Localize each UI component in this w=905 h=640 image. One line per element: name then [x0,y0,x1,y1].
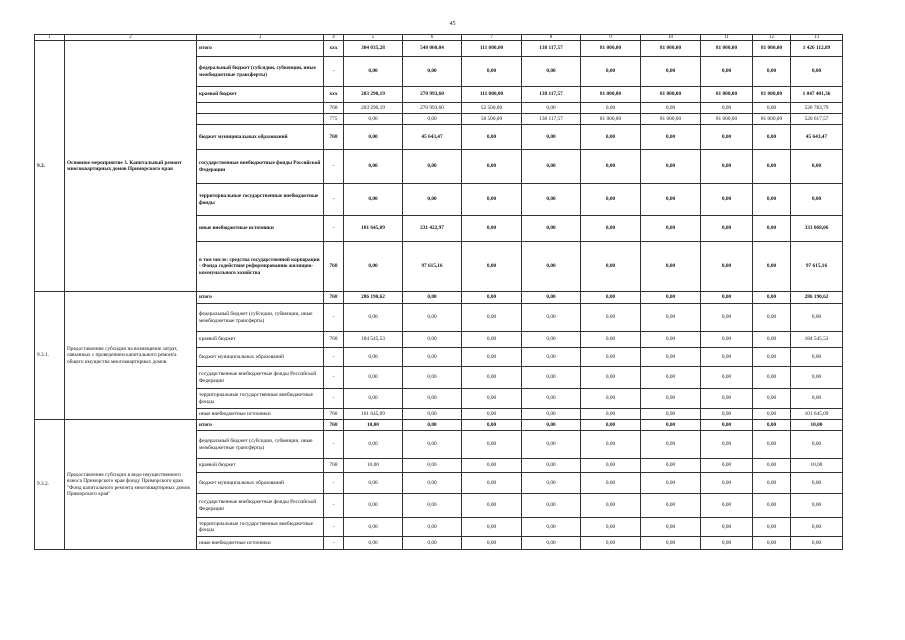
budget-code: - [324,537,344,550]
table-row [35,41,843,57]
funding-source: иные внебюджетные источники [197,409,324,420]
budget-code: - [324,216,344,242]
funding-source: федеральный бюджет (субсидии, субвенции, иные межбюджетные трансферты) [197,304,324,332]
amount-cell: 0,00 [581,332,641,348]
amount-cell: 0,00 [344,184,403,216]
amount-cell: 0,00 [641,494,701,518]
amount-cell: 0,00 [753,389,791,409]
amount-cell: 0,00 [581,184,641,216]
amount-cell: 0,00 [753,473,791,494]
activity-name: Предоставление субсидии в виде имущественного взноса Приморского края фонду Приморского края "Фонд капитального ремонта многоквартирных домов Приморского края" [65,420,197,550]
amount-cell: 526 783,79 [791,103,843,114]
amount-cell: 0,00 [403,292,462,304]
amount-cell: 138 117,57 [522,114,581,125]
funding-source: государственные внебюджетные фонды Российской Федерации [197,150,324,184]
amount-cell: 0,00 [791,431,843,459]
amount-cell: 0,00 [344,473,403,494]
amount-cell: 286 190,62 [791,292,843,304]
amount-cell: 0,00 [753,57,791,87]
amount-cell: 0,00 [344,348,403,367]
amount-cell: 0,00 [522,348,581,367]
budget-code: 768 [324,332,344,348]
table-body [35,35,843,550]
funding-source [197,114,324,125]
funding-source: итого [197,420,324,431]
amount-cell: 0,00 [581,242,641,292]
amount-cell: 0,00 [581,431,641,459]
amount-cell: 81 000,00 [641,87,701,103]
amount-cell: 101 645,09 [791,409,843,420]
amount-cell: 0,00 [522,216,581,242]
amount-cell: 0,00 [344,431,403,459]
amount-cell: 0,00 [344,367,403,389]
amount-cell: 304 035,28 [344,41,403,57]
amount-cell: 0,00 [791,473,843,494]
amount-cell: 0,00 [462,459,522,473]
table-row [35,292,843,304]
amount-cell: 0,00 [753,494,791,518]
amount-cell: 0,00 [753,367,791,389]
amount-cell: 81 000,00 [753,41,791,57]
budget-code: - [324,304,344,332]
amount-cell: 0,00 [581,459,641,473]
amount-cell: 0,00 [581,103,641,114]
budget-code: xxx [324,87,344,103]
amount-cell: 184 545,53 [344,332,403,348]
amount-cell: 0,00 [701,348,753,367]
amount-cell: 0,00 [522,57,581,87]
amount-cell: 0,00 [641,537,701,550]
amount-cell: 101 645,09 [344,409,403,420]
amount-cell: 0,00 [462,184,522,216]
amount-cell: 0,00 [403,494,462,518]
amount-cell: 0,00 [701,431,753,459]
amount-cell: 0,00 [641,420,701,431]
column-number: 11 [701,35,753,41]
amount-cell: 0,00 [462,367,522,389]
amount-cell: 0,00 [791,389,843,409]
amount-cell: 520 617,57 [791,114,843,125]
amount-cell: 0,00 [581,150,641,184]
amount-cell: 0,00 [403,57,462,87]
amount-cell: 0,00 [701,367,753,389]
amount-cell: 0,00 [701,242,753,292]
amount-cell: 0,00 [522,292,581,304]
amount-cell: 10,00 [791,459,843,473]
amount-cell: 0,00 [641,57,701,87]
budget-code: 768 [324,292,344,304]
amount-cell: 10,00 [344,459,403,473]
amount-cell: 0,00 [403,332,462,348]
amount-cell: 0,00 [403,537,462,550]
amount-cell: 0,00 [403,348,462,367]
item-number: 9.3. [35,41,65,292]
budget-code: - [324,389,344,409]
column-number: 4 [324,35,344,41]
amount-cell: 0,00 [462,125,522,150]
amount-cell: 0,00 [641,184,701,216]
budget-code: - [324,431,344,459]
amount-cell: 0,00 [701,420,753,431]
amount-cell: 45 643,47 [791,125,843,150]
amount-cell: 0,00 [641,459,701,473]
amount-cell: 0,00 [753,459,791,473]
funding-source: бюджет муниципальных образований [197,473,324,494]
amount-cell: 0,00 [344,389,403,409]
funding-source: краевой бюджет [197,459,324,473]
amount-cell: 0,00 [462,431,522,459]
budget-code: 768 [324,242,344,292]
amount-cell: 0,00 [641,103,701,114]
column-number: 13 [791,35,843,41]
amount-cell: 81 000,00 [753,87,791,103]
amount-cell: 0,00 [462,216,522,242]
table-row [35,420,843,431]
amount-cell: 0,00 [753,125,791,150]
amount-cell: 0,00 [701,459,753,473]
amount-cell: 0,00 [344,57,403,87]
amount-cell: 0,00 [701,292,753,304]
amount-cell: 0,00 [701,216,753,242]
amount-cell: 0,00 [522,304,581,332]
column-number: 12 [753,35,791,41]
column-number: 5 [344,35,403,41]
amount-cell: 0,00 [344,150,403,184]
amount-cell: 0,00 [581,473,641,494]
amount-cell: 0,00 [701,103,753,114]
amount-cell: 0,00 [641,348,701,367]
amount-cell: 0,00 [522,518,581,537]
amount-cell: 1 047 401,36 [791,87,843,103]
column-number: 9 [581,35,641,41]
amount-cell: 0,00 [403,184,462,216]
amount-cell: 0,00 [462,292,522,304]
amount-cell: 0,00 [753,537,791,550]
page-number: 45 [449,21,456,27]
amount-cell: 58 500,00 [462,114,522,125]
budget-code: - [324,150,344,184]
amount-cell: 0,00 [581,125,641,150]
amount-cell: 0,00 [701,184,753,216]
amount-cell: 0,00 [581,216,641,242]
amount-cell: 0,00 [403,518,462,537]
amount-cell: 0,00 [791,494,843,518]
column-number: 1 [35,35,65,41]
amount-cell: 0,00 [462,518,522,537]
amount-cell: 0,00 [791,348,843,367]
amount-cell: 0,00 [462,473,522,494]
amount-cell: 0,00 [641,332,701,348]
amount-cell: 81 000,00 [581,87,641,103]
amount-cell: 286 190,62 [344,292,403,304]
amount-cell: 548 060,04 [403,41,462,57]
column-number: 8 [522,35,581,41]
amount-cell: 0,00 [522,332,581,348]
funding-source: федеральный бюджет (субсидии, субвенции, иные межбюджетные трансферты) [197,431,324,459]
amount-cell: 0,00 [344,242,403,292]
amount-cell: 0,00 [701,304,753,332]
amount-cell: 0,00 [791,304,843,332]
amount-cell: 0,00 [344,537,403,550]
budget-code: 768 [324,420,344,431]
amount-cell: 0,00 [462,150,522,184]
amount-cell: 0,00 [462,348,522,367]
amount-cell: 0,00 [344,114,403,125]
amount-cell: 0,00 [403,473,462,494]
amount-cell: 81 000,00 [581,114,641,125]
amount-cell: 0,00 [641,431,701,459]
amount-cell: 0,00 [641,216,701,242]
column-number: 2 [65,35,197,41]
amount-cell: 0,00 [522,389,581,409]
amount-cell: 81 000,00 [581,41,641,57]
amount-cell: 0,00 [753,184,791,216]
budget-code: 768 [324,103,344,114]
amount-cell: 0,00 [344,518,403,537]
activity-name: Предоставление субсидии на возмещение затрат, связанных с проведением капитального ремонта общего имущества многоквартирных домов [65,292,197,420]
amount-cell: 111 000,00 [462,87,522,103]
amount-cell: 0,00 [641,304,701,332]
amount-cell: 0,00 [344,125,403,150]
amount-cell: 0,00 [581,389,641,409]
funding-source: территориальные государственные внебюджетные фонды [197,184,324,216]
funding-source: территориальные государственные внебюджетные фонды [197,518,324,537]
funding-source: государственные внебюджетные фонды Российской Федерации [197,367,324,389]
amount-cell: 101 645,09 [344,216,403,242]
amount-cell: 0,00 [344,494,403,518]
funding-source: бюджет муниципальных образований [197,125,324,150]
activity-name: Основное мероприятие 3. Капитальный ремонт многоквартирных домов Приморского края [65,41,197,292]
amount-cell: 0,00 [581,494,641,518]
amount-cell: 0,00 [581,537,641,550]
amount-cell: 0,00 [522,150,581,184]
budget-code: - [324,367,344,389]
funding-source: федеральный бюджет (субсидии, субвенции, иные межбюджетные трансферты) [197,57,324,87]
amount-cell: 270 993,60 [403,103,462,114]
amount-cell: 0,00 [522,431,581,459]
amount-cell: 0,00 [522,242,581,292]
budget-code: - [324,518,344,537]
amount-cell: 0,00 [581,292,641,304]
amount-cell: 231 422,97 [403,216,462,242]
amount-cell: 138 117,57 [522,87,581,103]
amount-cell: 0,00 [522,409,581,420]
amount-cell: 0,00 [791,57,843,87]
budget-code: 775 [324,114,344,125]
amount-cell: 81 000,00 [701,114,753,125]
item-number: 9.3.2. [35,420,65,550]
funding-source: краевой бюджет [197,332,324,348]
amount-cell: 0,00 [641,292,701,304]
amount-cell: 0,00 [791,150,843,184]
budget-code: - [324,494,344,518]
amount-cell: 0,00 [753,518,791,537]
amount-cell: 0,00 [641,389,701,409]
amount-cell: 138 117,57 [522,41,581,57]
amount-cell: 111 000,00 [462,41,522,57]
amount-cell: 0,00 [753,242,791,292]
amount-cell: 0,00 [462,389,522,409]
amount-cell: 0,00 [522,184,581,216]
budget-code: 768 [324,459,344,473]
amount-cell: 0,00 [701,409,753,420]
amount-cell: 0,00 [701,57,753,87]
amount-cell: 0,00 [753,409,791,420]
amount-cell: 0,00 [641,242,701,292]
funding-source: краевой бюджет [197,87,324,103]
amount-cell: 184 545,53 [791,332,843,348]
amount-cell: 0,00 [641,150,701,184]
amount-cell: 0,00 [462,537,522,550]
amount-cell: 0,00 [462,57,522,87]
funding-source: бюджет муниципальных образований [197,348,324,367]
amount-cell: 0,00 [701,389,753,409]
amount-cell: 0,00 [403,150,462,184]
amount-cell: 52 500,00 [462,103,522,114]
amount-cell: 203 290,19 [344,87,403,103]
amount-cell: 0,00 [641,473,701,494]
amount-cell: 10,00 [344,420,403,431]
funding-source: итого [197,41,324,57]
amount-cell: 333 068,06 [791,216,843,242]
amount-cell: 0,00 [581,518,641,537]
amount-cell: 0,00 [753,431,791,459]
budget-code: - [324,184,344,216]
amount-cell: 0,00 [641,409,701,420]
amount-cell: 0,00 [581,420,641,431]
funding-source: иные внебюджетные источники [197,216,324,242]
amount-cell: 0,00 [753,348,791,367]
column-number: 3 [197,35,324,41]
amount-cell: 0,00 [701,125,753,150]
amount-cell: 0,00 [753,103,791,114]
amount-cell: 0,00 [641,518,701,537]
amount-cell: 0,00 [581,57,641,87]
amount-cell: 0,00 [522,420,581,431]
amount-cell: 0,00 [581,348,641,367]
amount-cell: 10,00 [791,420,843,431]
budget-code: - [324,57,344,87]
amount-cell: 0,00 [462,494,522,518]
funding-source: территориальные государственные внебюджетные фонды [197,389,324,409]
budget-code: xxx [324,41,344,57]
amount-cell: 0,00 [522,494,581,518]
amount-cell: 0,00 [581,409,641,420]
amount-cell: 203 290,19 [344,103,403,114]
budget-code: 768 [324,125,344,150]
amount-cell: 0,00 [753,216,791,242]
amount-cell: 0,00 [462,332,522,348]
funding-source: иные внебюджетные источники [197,537,324,550]
amount-cell: 0,00 [753,332,791,348]
amount-cell: 270 993,60 [403,87,462,103]
amount-cell: 0,00 [791,184,843,216]
amount-cell: 0,00 [522,537,581,550]
column-number: 6 [403,35,462,41]
amount-cell: 0,00 [753,420,791,431]
amount-cell: 0,00 [701,518,753,537]
amount-cell: 0,00 [581,367,641,389]
amount-cell: 0,00 [522,367,581,389]
item-number: 9.3.1. [35,292,65,420]
amount-cell: 0,00 [462,242,522,292]
amount-cell: 0,00 [462,409,522,420]
amount-cell: 0,00 [403,389,462,409]
amount-cell: 0,00 [753,150,791,184]
amount-cell: 0,00 [641,367,701,389]
amount-cell: 0,00 [791,518,843,537]
budget-code: - [324,473,344,494]
amount-cell: 0,00 [701,494,753,518]
amount-cell: 0,00 [522,473,581,494]
amount-cell: 0,00 [701,150,753,184]
amount-cell: 0,00 [403,409,462,420]
amount-cell: 0,00 [522,459,581,473]
amount-cell: 0,00 [403,367,462,389]
column-number: 10 [641,35,701,41]
amount-cell: 0,00 [462,304,522,332]
amount-cell: 1 426 112,89 [791,41,843,57]
amount-cell: 97 615,16 [791,242,843,292]
column-number: 7 [462,35,522,41]
budget-code: - [324,348,344,367]
amount-cell: 0,00 [701,473,753,494]
amount-cell: 0,00 [403,114,462,125]
amount-cell: 0,00 [701,332,753,348]
amount-cell: 81 000,00 [701,41,753,57]
amount-cell: 0,00 [403,431,462,459]
amount-cell: 0,00 [753,304,791,332]
budget-code: 768 [324,409,344,420]
budget-table [34,34,843,550]
amount-cell: 81 000,00 [701,87,753,103]
amount-cell: 0,00 [641,125,701,150]
amount-cell: 0,00 [462,420,522,431]
amount-cell: 0,00 [522,125,581,150]
funding-source [197,103,324,114]
amount-cell: 0,00 [701,537,753,550]
funding-source: государственные внебюджетные фонды Российской Федерации [197,494,324,518]
amount-cell: 0,00 [791,537,843,550]
funding-source: в том числе: средства государственной корпорации - Фонда содействия реформированию жилищно-коммунального хозяйства [197,242,324,292]
funding-source: итого [197,292,324,304]
amount-cell: 0,00 [344,304,403,332]
amount-cell: 81 000,00 [753,114,791,125]
amount-cell: 0,00 [791,367,843,389]
amount-cell: 97 615,16 [403,242,462,292]
amount-cell: 0,00 [403,420,462,431]
amount-cell: 81 000,00 [641,41,701,57]
amount-cell: 45 643,47 [403,125,462,150]
amount-cell: 0,00 [403,304,462,332]
amount-cell: 0,00 [581,304,641,332]
amount-cell: 81 000,00 [641,114,701,125]
amount-cell: 0,00 [403,459,462,473]
amount-cell: 0,00 [522,103,581,114]
amount-cell: 0,00 [753,292,791,304]
